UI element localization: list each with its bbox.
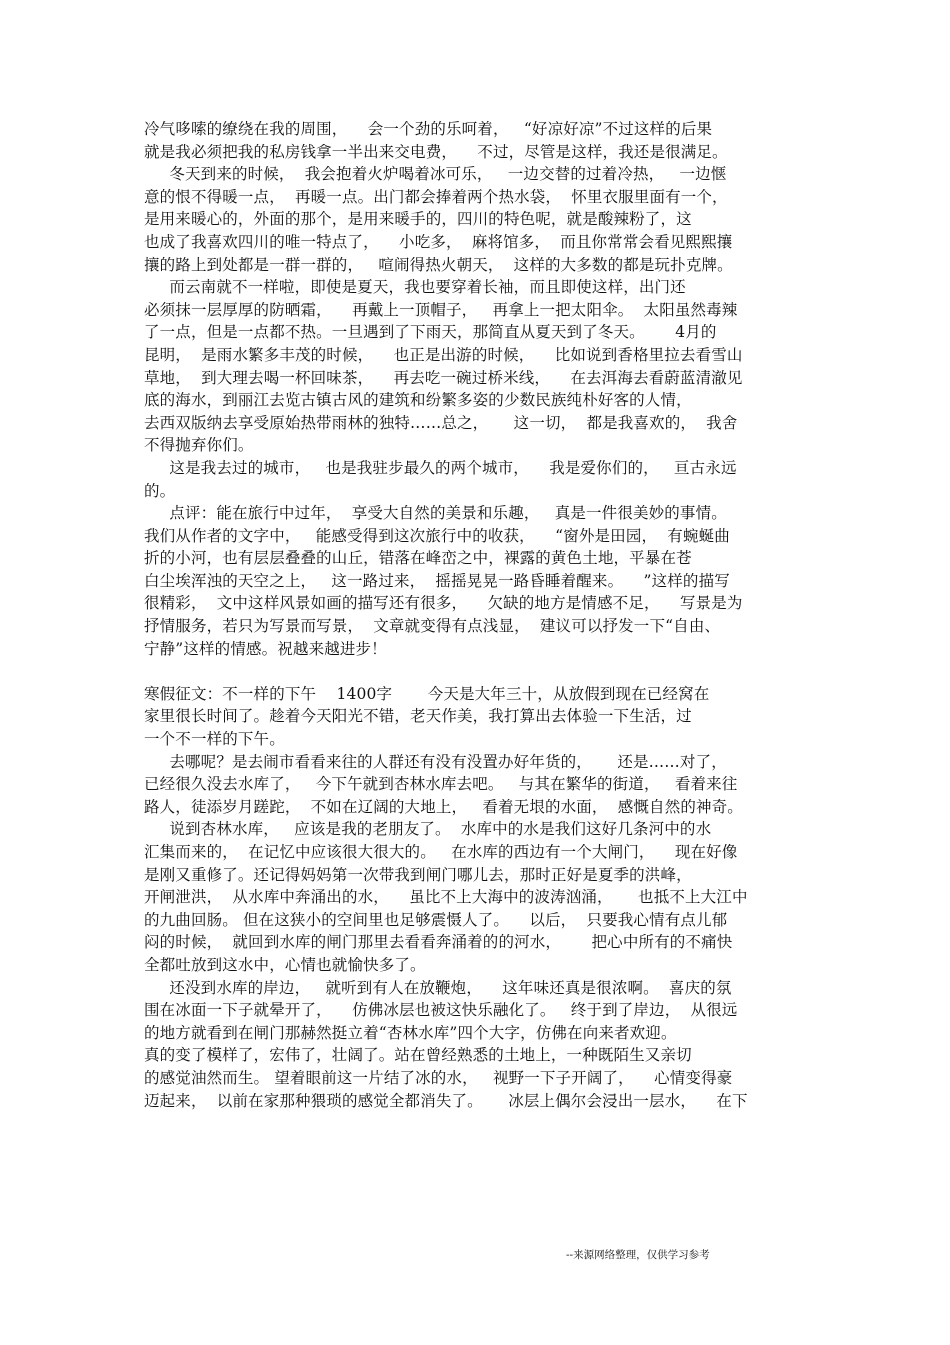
text-line: 白尘埃浑浊的天空之上， 这一路过来， 摇摇晃晃一路昏睡着醒来。 ”这样的描写 <box>144 571 730 590</box>
text-line: 寒假征文：不一样的下午 1400字 今天是大年三十，从放假到现在已经窝在 <box>144 684 710 703</box>
text-line: 而云南就不一样啦，即使是夏天，我也要穿着长袖，而且即使这样，出门还 <box>144 278 686 297</box>
text-line: 真的变了模样了，宏伟了，壮阔了。站在曾经熟悉的土地上，一种既陌生又亲切 <box>144 1046 692 1065</box>
text-line: 说到杏林水库， 应该是我的老朋友了。 水库中的水是我们这好几条河中的水 <box>144 820 712 839</box>
text-line: 家里很长时间了。趁着今天阳光不错，老天作美，我打算出去体验一下生活，过 <box>144 707 692 726</box>
text-line: 路人，徒添岁月蹉跎， 不如在辽阔的大地上， 看着无垠的水面， 感慨自然的神奇。 <box>144 797 743 816</box>
text-line <box>144 660 809 683</box>
text-line: 开闸泄洪， 从水库中奔涌出的水， 虽比不上大海中的波涛汹涌， 也抵不上大江中 <box>144 888 748 907</box>
text-line: 就是我必须把我的私房钱拿一半出来交电费， 不过，尽管是这样，我还是很满足。 <box>144 142 728 161</box>
text-line: 昆明， 是雨水繁多丰茂的时候， 也正是出游的时候， 比如说到香格里拉去看雪山 <box>144 345 743 364</box>
text-line: 宁静”这样的情感。祝越来越进步！ <box>144 639 387 658</box>
text-line: 的感觉油然而生。 望着眼前这一片结了冰的水， 视野一下子开阔了， 心情变得豪 <box>144 1068 733 1087</box>
text-line: 我们从作者的文字中， 能感受得到这次旅行中的收获， “窗外是田园， 有蜿蜒曲 <box>144 526 730 545</box>
document-body <box>144 118 809 1112</box>
text-line: 闷的时候， 就回到水库的闸门那里去看看奔涌着的的河水， 把心中所有的不痛快 <box>144 933 733 952</box>
text-line: 点评：能在旅行中过年， 享受大自然的美景和乐趣， 真是一件很美妙的事情。 <box>144 504 727 523</box>
text-line: 抒情服务，若只为写景而写景， 文章就变得有点浅显， 建议可以抒发一下“自由、 <box>144 617 721 636</box>
text-line: 必须抹一层厚厚的防晒霜， 再戴上一顶帽子， 再拿上一把太阳伞。 太阳虽然毒辣 <box>144 300 738 319</box>
text-line: 是刚又重修了。还记得妈妈第一次带我到闸门哪儿去，那时正好是夏季的洪峰， <box>144 865 692 884</box>
text-line: 这是我去过的城市， 也是我驻步最久的两个城市， 我是爱你们的， 亘古永远 <box>144 458 737 477</box>
text-line: 全都吐放到这水中，心情也就愉快多了。 <box>144 955 426 974</box>
text-line: 还没到水库的岸边， 就听到有人在放鞭炮， 这年味还真是很浓啊。 喜庆的氛 <box>144 978 732 997</box>
text-line: 冷气哆嗦的缭绕在我的周围， 会一个劲的乐呵着， “好凉好凉”不过这样的后果 <box>144 120 713 138</box>
text-line: 也成了我喜欢四川的唯一特点了， 小吃多， 麻将馆多， 而且你常常会看见熙熙攘 <box>144 232 733 251</box>
text-line: 冬天到来的时候， 我会抱着火炉喝着冰可乐， 一边交替的过着冷热， 一边惬 <box>144 165 727 184</box>
text-line: 了一点，但是一点都不热。一旦遇到了下雨天，那简直从夏天到了冬天。 4月的 <box>144 323 717 342</box>
text-line: 去哪呢？是去闹市看看来往的人群还有没有没置办好年货的， 还是……对了， <box>144 752 727 771</box>
text-line: 去西双版纳去享受原始热带雨林的独特……总之， 这一切， 都是我喜欢的， 我舍 <box>144 413 738 432</box>
text-line: 意的恨不得暖一点， 再暖一点。出门都会捧着两个热水袋， 怀里衣服里面有一个， <box>144 187 728 206</box>
text-line: 不得抛弃你们。 <box>144 436 254 455</box>
text-line: 底的海水，到丽江去览古镇古风的建筑和纷繁多姿的少数民族纯朴好客的人情， <box>144 391 692 410</box>
text-line: 是用来暖心的，外面的那个，是用来暖手的，四川的特色呢，就是酸辣粉了，这 <box>144 210 692 229</box>
text-line: 的九曲回肠。 但在这狭小的空间里也足够震慑人了。 以后， 只要我心情有点儿郁 <box>144 910 728 929</box>
page-footer: --来源网络整理，仅供学习参考 <box>566 1249 710 1261</box>
text-line: 一个不一样的下午。 <box>144 730 285 749</box>
text-line: 攘的路上到处都是一群一群的， 喧闹得热火朝天， 这样的大多数的都是玩扑克牌。 <box>144 255 733 274</box>
text-line: 已经很久没去水库了， 今下午就到杏林水库去吧。 与其在繁华的街道， 看着来往 <box>144 775 738 794</box>
text-line: 草地， 到大理去喝一杯回味茶， 再去吃一碗过桥米线， 在去洱海去看蔚蓝清澈见 <box>144 368 743 387</box>
text-line: 的地方就看到在闸门那赫然挺立着“杏林水库”四个大字，仿佛在向来者欢迎。 <box>144 1023 677 1042</box>
text-line: 围在冰面一下子就晕开了， 仿佛冰层也被这快乐融化了。 终于到了岸边， 从很远 <box>144 1001 738 1020</box>
text-line: 汇集而来的， 在记忆中应该很大很大的。 在水库的西边有一个大闸门， 现在好像 <box>144 843 738 861</box>
text-line: 很精彩， 文中这样风景如画的描写还有很多， 欠缺的地方是情感不足， 写景是为 <box>144 594 743 613</box>
text-line: 折的小河，也有层层叠叠的山丘，错落在峰峦之中，裸露的黄色土地，平暴在苍 <box>144 549 692 568</box>
text-line: 迈起来， 以前在家那种猥琐的感觉全都消失了。 冰层上偶尔会浸出一层水， 在下 <box>144 1091 748 1110</box>
text-line: 的。 <box>144 481 176 500</box>
